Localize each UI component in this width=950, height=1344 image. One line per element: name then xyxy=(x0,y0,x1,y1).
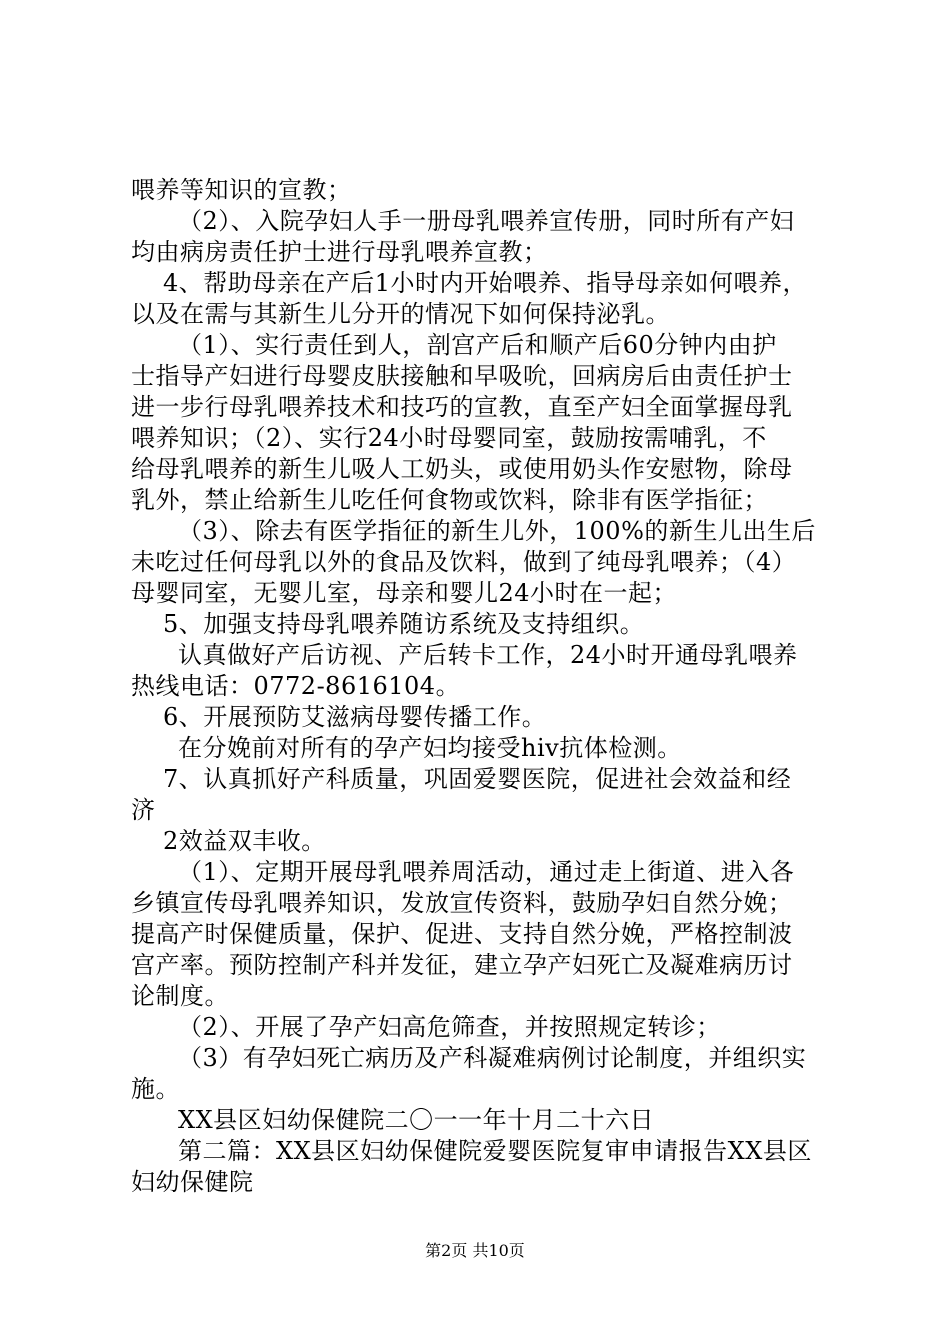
text-line: 进一步行母乳喂养技术和技巧的宣教，直至产妇全面掌握母乳 xyxy=(131,393,793,421)
text-line: 宫产率。预防控制产科并发征，建立孕产妇死亡及凝难病历讨 xyxy=(131,951,793,979)
text-line: 2效益双丰收。 xyxy=(163,827,326,855)
text-line: （2）、开展了孕产妇高危筛查，并按照规定转诊； xyxy=(178,1013,721,1041)
text-line: （1）、定期开展母乳喂养周活动，通过走上街道、进入各 xyxy=(178,858,795,886)
text-line: 论制度。 xyxy=(131,982,229,1010)
text-line: 均由病房责任护士进行母乳喂养宣教； xyxy=(131,238,548,266)
text-line: 喂养知识；（2）、实行24小时母婴同室，鼓励按需哺乳，不 xyxy=(131,424,767,452)
text-line: 7、认真抓好产科质量，巩固爱婴医院，促进社会效益和经 xyxy=(163,765,792,793)
text-line: 母婴同室，无婴儿室，母亲和婴儿24小时在一起； xyxy=(131,579,678,607)
text-line: 4、帮助母亲在产后1小时内开始喂养、指导母亲如何喂养， xyxy=(163,269,808,297)
text-line: 乡镇宣传母乳喂养知识，发放宣传资料，鼓励孕妇自然分娩； xyxy=(131,889,793,917)
text-line: 以及在需与其新生儿分开的情况下如何保持泌乳。 xyxy=(131,300,670,328)
text-line: 给母乳喂养的新生儿吸人工奶头，或使用奶头作安慰物，除母 xyxy=(131,455,793,483)
text-line: 妇幼保健院 xyxy=(131,1168,254,1196)
text-line: （3）有孕妇死亡病历及产科凝难病例讨论制度，并组织实 xyxy=(178,1044,807,1072)
text-line: 施。 xyxy=(131,1075,180,1103)
text-line: 6、开展预防艾滋病母婴传播工作。 xyxy=(163,703,547,731)
text-line: 5、加强支持母乳喂养随访系统及支持组织。 xyxy=(163,610,645,638)
text-line: 认真做好产后访视、产后转卡工作，24小时开通母乳喂养 xyxy=(178,641,798,669)
text-line: （1）、实行责任到人，剖宫产后和顺产后60分钟内由护 xyxy=(178,331,777,359)
text-line: 士指导产妇进行母婴皮肤接触和早吸吮，回病房后由责任护士 xyxy=(131,362,793,390)
text-line: 济 xyxy=(131,796,156,824)
text-line: 乳外，禁止给新生儿吃任何食物或饮料，除非有医学指征； xyxy=(131,486,768,514)
text-line: （3）、除去有医学指征的新生儿外，100%的新生儿出生后 xyxy=(178,517,816,545)
text-line: 在分娩前对所有的孕产妇均接受hiv抗体检测。 xyxy=(178,734,682,762)
text-line: XX县区妇幼保健院二〇一一年十月二十六日 xyxy=(178,1106,655,1134)
text-line: 喂养等知识的宣教； xyxy=(131,176,352,204)
text-line: 未吃过任何母乳以外的食品及饮料，做到了纯母乳喂养；（4） xyxy=(131,548,797,576)
text-line: 第二篇：XX县区妇幼保健院爱婴医院复审申请报告XX县区 xyxy=(178,1137,812,1165)
text-line: 热线电话：0772-8616104。 xyxy=(131,672,461,700)
page-footer: 第2页 共10页 xyxy=(425,1241,525,1260)
text-line: （2）、入院孕妇人手一册母乳喂养宣传册，同时所有产妇 xyxy=(178,207,795,235)
text-line: 提高产时保健质量，保护、促进、支持自然分娩，严格控制波 xyxy=(131,920,793,948)
